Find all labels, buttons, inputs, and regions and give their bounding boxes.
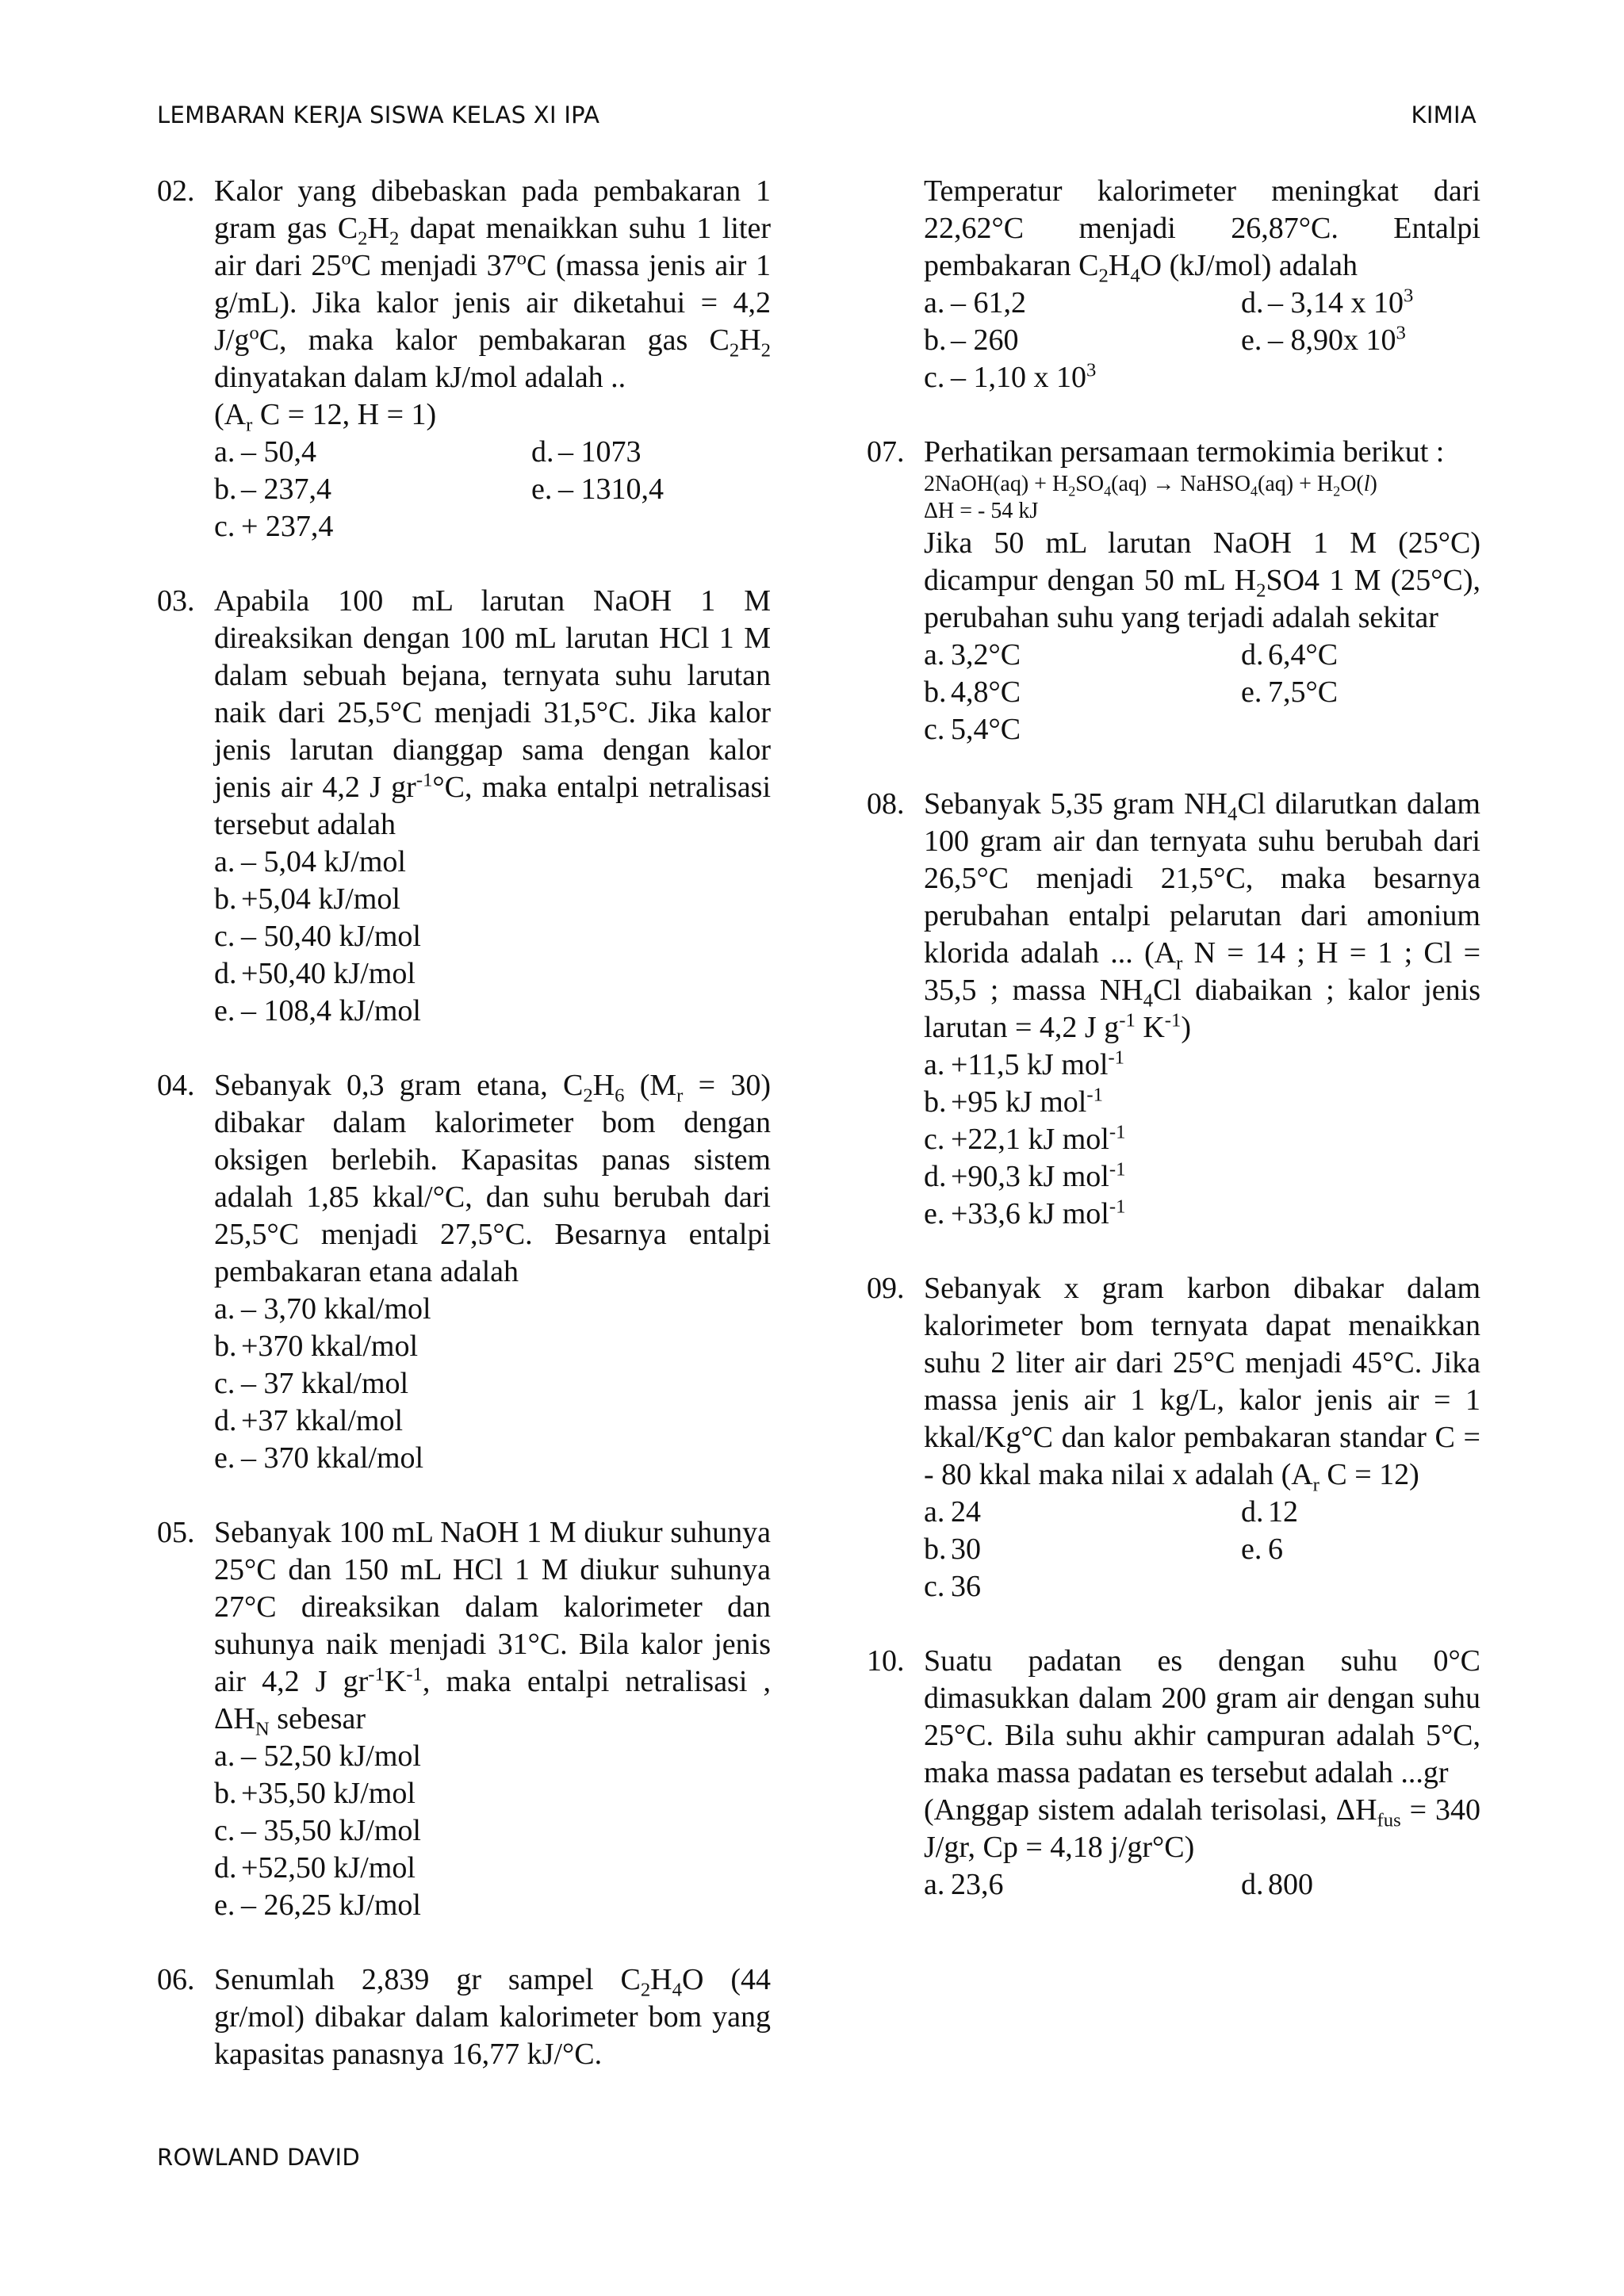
question-text: Perhatikan persamaan termokimia berikut : (924, 435, 1445, 469)
option-a[interactable]: a. 24 (924, 1495, 981, 1529)
option-c[interactable]: c. 36 (924, 1570, 981, 1603)
answer-options (214, 434, 771, 545)
option-b[interactable]: b. +370 kkal/mol (214, 1330, 419, 1363)
option-e[interactable]: e. – 8,90x $10^3$ (1241, 322, 1406, 357)
question-text: Suatu padatan es dengan suhu 0°C dimasukkan dalam 200 gram air dengan suhu 25°C. Bila suhu akhir campuran adalah 5°C, maka massa padatan es tersebut adalah ...gr (924, 1644, 1480, 1789)
question-number: 06. (157, 1963, 195, 1996)
question-number: 07. (867, 435, 905, 469)
option-e[interactable]: e. +33,6 kJ mol$^{-1}$ (924, 1196, 1126, 1230)
answer-options (924, 637, 1480, 748)
answer-options (924, 1494, 1480, 1605)
footer-author: ROWLAND DAVID (157, 2144, 360, 2171)
option-a[interactable]: a. – 3,70 kkal/mol (214, 1292, 431, 1326)
question-09 (867, 1270, 1480, 1605)
option-c[interactable]: c. – 37 kkal/mol (214, 1367, 409, 1400)
answer-options (924, 1866, 1480, 1904)
answer-options (214, 1291, 771, 1477)
answer-options (214, 1738, 771, 1924)
option-d[interactable]: d. – 3,14 x $10^3$ (1241, 285, 1414, 320)
question-number: 10. (867, 1644, 905, 1678)
question-text: Kalor yang dibebaskan pada pembakaran 1 gram gas $C_2H_2$ dapat menaikkan suhu 1 liter air dari 25$^o$C menjadi 37$^o$C (massa jenis air 1 g/mL). Jika kalor jenis air diketahui = 4,2 $J/g^oC$, maka kalor pembakaran gas $C_2H_2$ dinyatakan dalam kJ/mol adalah .. (214, 174, 771, 394)
question-text: Senumlah 2,839 gr sampel $C_2H_4O$ (44 gr/mol) dibakar dalam kalorimeter bom yang kapasitas panasnya 16,77 kJ/°C. (214, 1963, 771, 2071)
header-subject: KIMIA (1411, 101, 1477, 128)
question-10 (867, 1643, 1480, 1904)
option-c[interactable]: c. – 1,10 x $10^3$ (924, 359, 1097, 394)
question-number: 03. (157, 584, 195, 618)
question-05 (157, 1514, 771, 1924)
question-number: 08. (867, 787, 905, 821)
option-b[interactable]: b. +95 kJ mol$^{-1}$ (924, 1084, 1103, 1119)
question-07 (867, 434, 1480, 748)
option-c[interactable]: c. + 237,4 (214, 510, 334, 543)
option-c[interactable]: c. +22,1 kJ mol$^{-1}$ (924, 1121, 1126, 1156)
option-b[interactable]: b. 30 (924, 1533, 981, 1566)
option-b[interactable]: b. +35,50 kJ/mol (214, 1777, 416, 1810)
question-text: Sebanyak 5,35 gram $NH_4Cl$ dilarutkan dalam 100 gram air dan ternyata suhu berubah dari 26,5°C menjadi 21,5°C, maka besarnya perubahan entalpi pelarutan dari amonium klorida adalah ... ($A_r$ N = 14 ; H = 1 ; Cl = 35,5 ; massa $NH_4Cl$ diabaikan ; kalor jenis larutan = 4,2 J $g^{-1}$ $K^{-1}$) (924, 787, 1480, 1044)
question-text: Sebanyak 0,3 gram etana, $C_2H_6$ $(M_r = 30)$ dibakar dalam kalorimeter bom dengan oksigen berlebih. Kapasitas panas sistem adalah 1,85 kkal/°C, dan suhu berubah dari 25,5°C menjadi 27,5°C. Besarnya entalpi pembakaran etana adalah (214, 1069, 771, 1288)
question-text: Sebanyak x gram karbon dibakar dalam kalorimeter bom ternyata dapat menaikkan suhu 2 liter air dari 25°C menjadi 45°C. Jika massa jenis air 1 kg/L, kalor jenis air = 1 kkal/Kg°C dan kalor pembakaran standar C = - 80 kkal maka nilai x adalah ($A_r$ C = 12) (924, 1272, 1480, 1496)
header-title: LEMBARAN KERJA SISWA KELAS XI IPA (157, 101, 600, 128)
option-b[interactable]: b. +5,04 kJ/mol (214, 882, 400, 916)
option-d[interactable]: d. 6,4°C (1241, 638, 1339, 672)
option-e[interactable]: e. 6 (1241, 1533, 1283, 1566)
answer-options (214, 844, 771, 1030)
option-b[interactable]: b. 4,8°C (924, 675, 1021, 709)
option-d[interactable]: d. +52,50 kJ/mol (214, 1851, 416, 1885)
option-a[interactable]: a. – 5,04 kJ/mol (214, 845, 406, 878)
question-number: 09. (867, 1272, 905, 1305)
question-text: Temperatur kalorimeter meningkat dari 22,62°C menjadi 26,87°C. Entalpi pembakaran $C_2H_4O$ (kJ/mol) adalah (924, 174, 1480, 287)
question-text-2: Jika 50 mL larutan NaOH 1 M (25°C) dicampur dengan 50 mL $H_2SO4$ 1 M (25°C), perubahan suhu yang terjadi adalah sekitar (924, 526, 1480, 634)
option-d[interactable]: d. +37 kkal/mol (214, 1404, 404, 1437)
option-b[interactable]: b. – 237,4 (214, 473, 331, 506)
option-e[interactable]: e. – 1310,4 (531, 473, 664, 506)
question-number: 02. (157, 174, 195, 208)
answer-options (924, 285, 1480, 396)
question-number: 05. (157, 1516, 195, 1549)
question-06-continued (867, 173, 1480, 396)
right-column (867, 173, 1480, 1941)
answer-options (924, 1047, 1480, 1233)
option-d[interactable]: d. – 1073 (531, 435, 642, 469)
option-c[interactable]: c. – 35,50 kJ/mol (214, 1814, 421, 1847)
question-03 (157, 583, 771, 1030)
question-number: 04. (157, 1069, 195, 1102)
enthalpy-value: ΔH = - 54 kJ (924, 499, 1039, 523)
option-a[interactable]: a. – 50,4 (214, 435, 316, 469)
option-e[interactable]: e. – 370 kkal/mol (214, 1441, 424, 1475)
option-a[interactable]: a. 23,6 (924, 1868, 1004, 1901)
question-text: Apabila 100 mL larutan NaOH 1 M direaksikan dengan 100 mL larutan HCl 1 M dalam sebuah bejana, ternyata suhu larutan naik dari 25,5°C menjadi 31,5°C. Jika kalor jenis larutan dianggap sama dengan kalor jenis air 4,2 J $gr^{-1}^\circ C$, maka entalpi netralisasi tersebut adalah (214, 584, 772, 841)
option-e[interactable]: e. 7,5°C (1241, 675, 1339, 709)
question-06 (157, 1961, 771, 2073)
option-e[interactable]: e. – 26,25 kJ/mol (214, 1888, 421, 1922)
question-08 (867, 786, 1480, 1233)
question-note: (Anggap sistem adalah terisolasi, $\Delta H_{fus} = 340$ J/gr, Cp = 4,18 j/gr°C) (924, 1793, 1480, 1864)
option-d[interactable]: d. +90,3 kJ mol$^{-1}$ (924, 1158, 1126, 1193)
option-d[interactable]: d. +50,40 kJ/mol (214, 957, 416, 990)
thermochemical-equation: 2NaOH(aq) + $H_2SO_4(aq)$ → NaHSO$_4$(aq) + $H_2O(l)$ (924, 472, 1377, 499)
question-02 (157, 173, 771, 545)
option-c[interactable]: c. – 50,40 kJ/mol (214, 920, 421, 953)
option-c[interactable]: c. 5,4°C (924, 713, 1021, 746)
option-b[interactable]: b. – 260 (924, 323, 1019, 357)
option-d[interactable]: d. 800 (1241, 1868, 1313, 1901)
option-a[interactable]: a. 3,2°C (924, 638, 1021, 672)
question-note: ($A_r$ C = 12, H = 1) (214, 398, 437, 436)
option-d[interactable]: d. 12 (1241, 1495, 1298, 1529)
option-e[interactable]: e. – 108,4 kJ/mol (214, 994, 421, 1027)
left-column (157, 173, 771, 2110)
question-04 (157, 1067, 771, 1477)
option-a[interactable]: a. +11,5 kJ mol$^{-1}$ (924, 1047, 1125, 1081)
option-a[interactable]: a. – 52,50 kJ/mol (214, 1739, 421, 1773)
option-a[interactable]: a. – 61,2 (924, 286, 1026, 320)
question-text: Sebanyak 100 mL NaOH 1 M diukur suhunya 25°C dan 150 mL HCl 1 M diukur suhunya 27°C direaksikan dalam kalorimeter dan suhunya naik menjadi 31°C. Bila kalor jenis air 4,2 J $gr^{-1}K^{-1}$, maka entalpi netralisasi , $\Delta H_N$ sebesar (214, 1516, 771, 1740)
